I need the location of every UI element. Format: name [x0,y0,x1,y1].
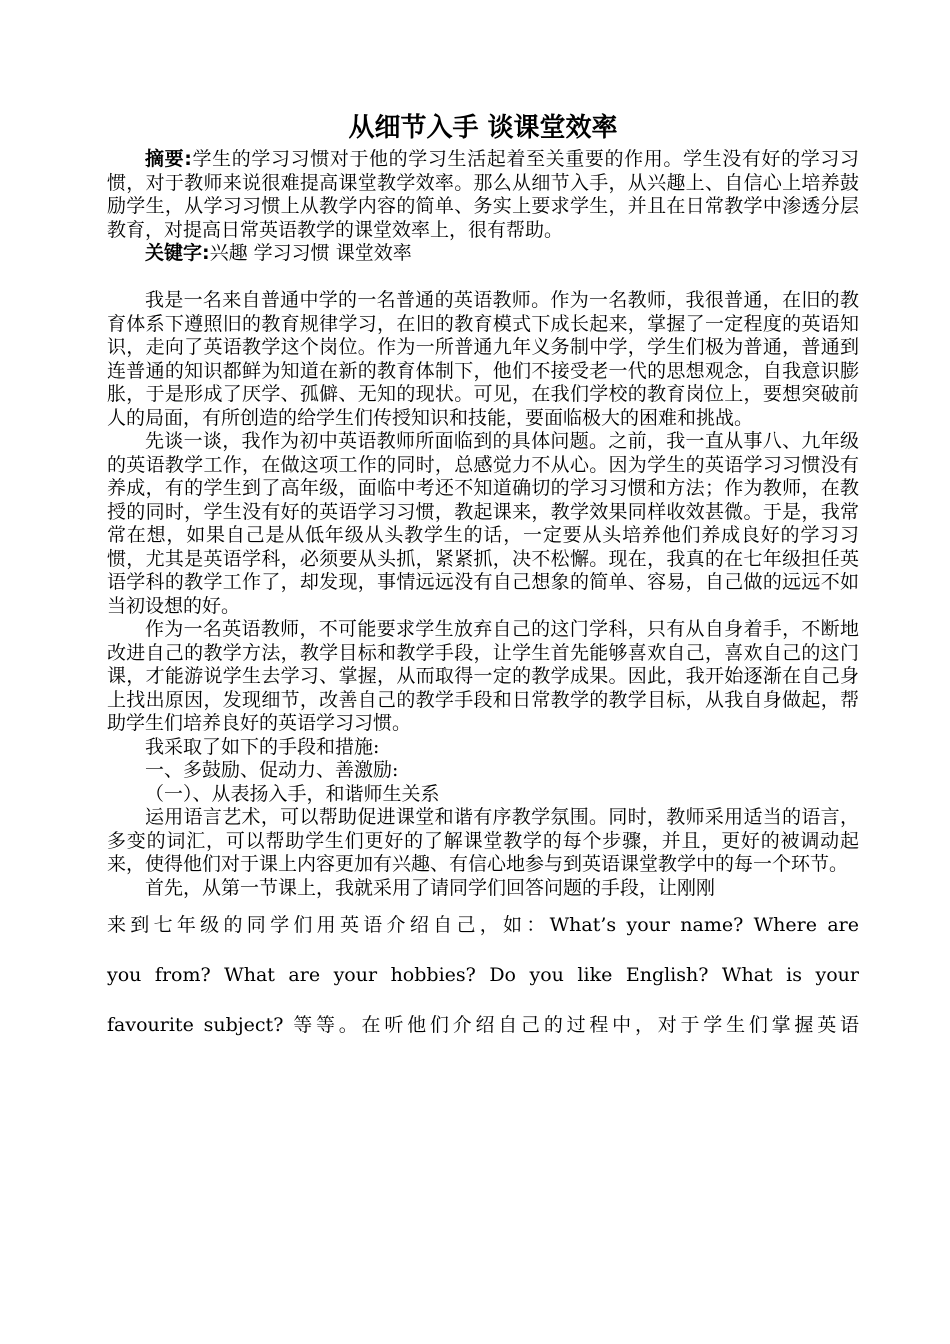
abstract-paragraph [107,148,859,242]
keywords-text: 兴趣 学习习惯 课堂效率 [209,242,412,264]
body-paragraph-4: 运用语言艺术，可以帮助促进课堂和谐有序教学氛围。同时，教师采用适当的语言，多变的词汇，可以帮助学生们更好的了解课堂教学的每个步骤，并且，更好的被调动起来，使得他们对于课上内容更加有兴趣、有信心地参与到英语课堂教学中的每一个环节。 [107,806,859,875]
final-paragraph-line-3: you from? What are your hobbies? Do you like English? What is your [107,964,859,986]
subsection-heading-1: （一）、从表扬入手，和谐师生关系 [145,782,440,805]
document-body [107,108,859,1050]
final-paragraph-line-2: 来到七年级的同学们用英语介绍自己，如：What’s your name? Where are [107,914,859,936]
body-paragraph-2: 先谈一谈，我作为初中英语教师所面临到的具体问题。之前，我一直从事八、九年级的英语教学工作，在做这项工作的同时，总感觉力不从心。因为学生的英语学习习惯没有养成，有的学生到了高年级，面临中考还不知道确切的学习习惯和方法；作为教师，在教授的同时，学生没有好的英语学习习惯，教起课来，教学效果同样收效甚微。于是，我常常在想，如果自己是从低年级从头教学生的话，一定要从头培养他们养成良好的学习习惯，尤其是英语学科，必须要从头抓，紧紧抓，决不松懈。现在，我真的在七年级担任英语学科的教学工作了，却发现，事情远远没有自己想象的简单、容易，自己做的远远不如当初设想的好。 [107,430,859,617]
abstract-label: 摘要: [145,148,192,170]
abstract-text: 学生的学习习惯对于他的学习生活起着至关重要的作用。学生没有好的学习习惯，对于教师来说很难提高课堂教学效率。那么从细节入手，从兴趣上、自信心上培养鼓励学生，从学习习惯上从教学内容的简单、务实上要求学生，并且在日常教学中渗透分层教育，对提高日常英语教学的课堂效率上，很有帮助。 [107,148,859,241]
keywords-paragraph [107,242,859,266]
section-heading-1: 一、多鼓励、促动力、善激励: [145,759,399,781]
final-paragraph-line-4: favourite subject? 等等。在听他们介绍自己的过程中，对于学生们掌握英语 [107,1014,859,1036]
keywords-label: 关键字: [145,242,210,264]
body-paragraph-3: 作为一名英语教师，不可能要求学生放弃自己的这门学科，只有从自身着手，不断地改进自己的教学方法，教学目标和教学手段，让学生首先能够喜欢自己，喜欢自己的这门课，才能游说学生去学习、掌握，从而取得一定的教学成果。因此，我开始逐渐在自己身上找出原因，发现细节，改善自己的教学手段和日常教学的教学目标，从我自身做起，帮助学生们培养良好的英语学习习惯。 [107,618,859,734]
body-paragraph-1: 我是一名来自普通中学的一名普通的英语教师。作为一名教师，我很普通，在旧的教育体系下遵照旧的教育规律学习，在旧的教育模式下成长起来，掌握了一定程度的英语知识，走向了英语教学这个岗位。作为一所普通九年义务制中学，学生们极为普通，普通到连普通的知识都鲜为知道在新的教育体制下，他们不接受老一代的思想观念，自我意识膨胀，于是形成了厌学、孤僻、无知的现状。可见，在我们学校的教育岗位上，要想突破前人的局面，有所创造的给学生们传授知识和技能，要面临极大的困难和挑战。 [107,289,859,429]
body-paragraph-measures: 我采取了如下的手段和措施: [145,735,380,758]
final-paragraph-line-1: 首先，从第一节课上，我就采用了请同学们回答问题的手段，让刚刚 [145,876,716,899]
document-title: 从细节入手 谈课堂效率 [348,113,618,143]
blank-line [107,266,859,290]
